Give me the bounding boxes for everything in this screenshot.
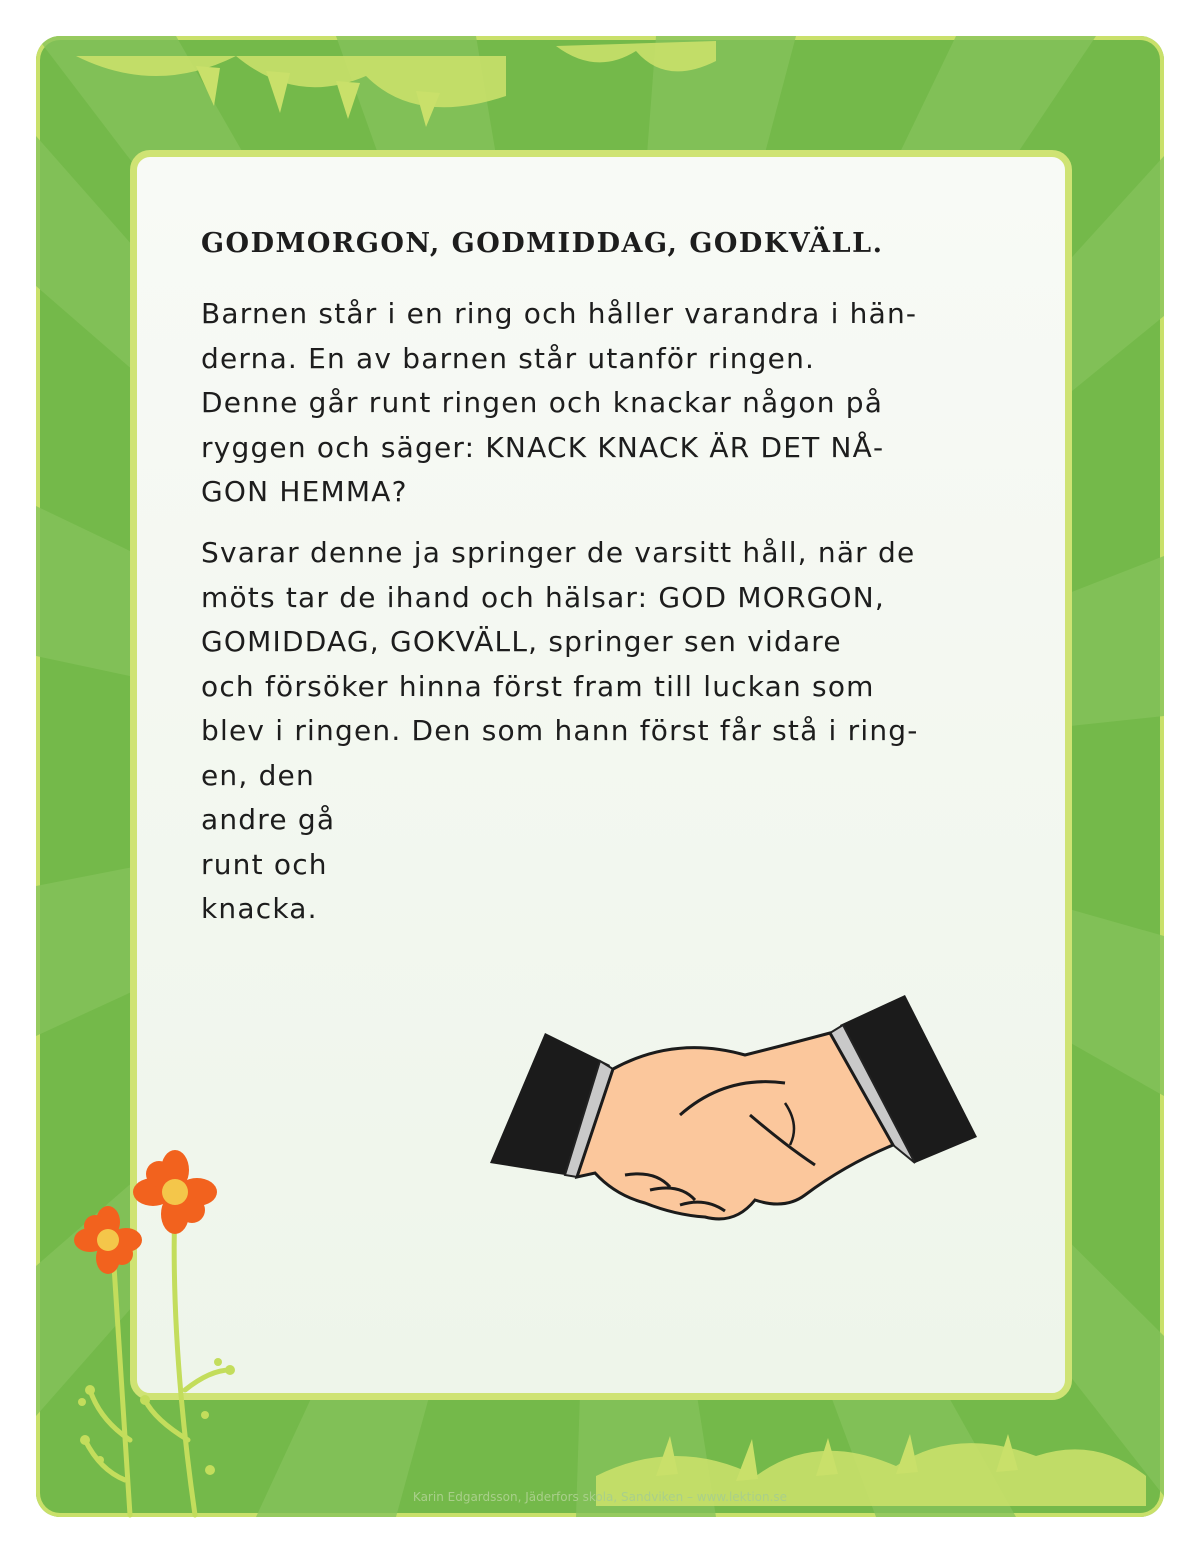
flower-large (133, 1150, 217, 1234)
clasped-hands (577, 1033, 893, 1219)
orange-flowers-illustration (60, 1140, 260, 1520)
handshake-illustration (485, 995, 985, 1235)
paragraph-1: Barnen står i en ring och håller varandra i hän- derna. En av barnen står utanför ringen. Denne går runt ringen och knackar någon på ryggen och säger: KNACK KNACK ÄR DET NÅ- GON HEMMA? (201, 297, 918, 508)
flower-small (74, 1206, 142, 1274)
paragraph-2: Svarar denne ja springer de varsitt håll, när de möts tar de ihand och hälsar: GOD MORGON, GOMIDDAG, GOKVÄLL, springer sen vidare och försöker hinna först fram till luckan som blev i ringen. Den som hann först får stå i ring- en, den andre gå runt och knacka. (201, 536, 919, 925)
page-title: GODMORGON, GODMIDDAG, GODKVÄLL. (201, 228, 884, 259)
footer-credit: Karin Edgardsson, Jäderfors skola, Sandviken – www.lektion.se (412, 1490, 788, 1504)
